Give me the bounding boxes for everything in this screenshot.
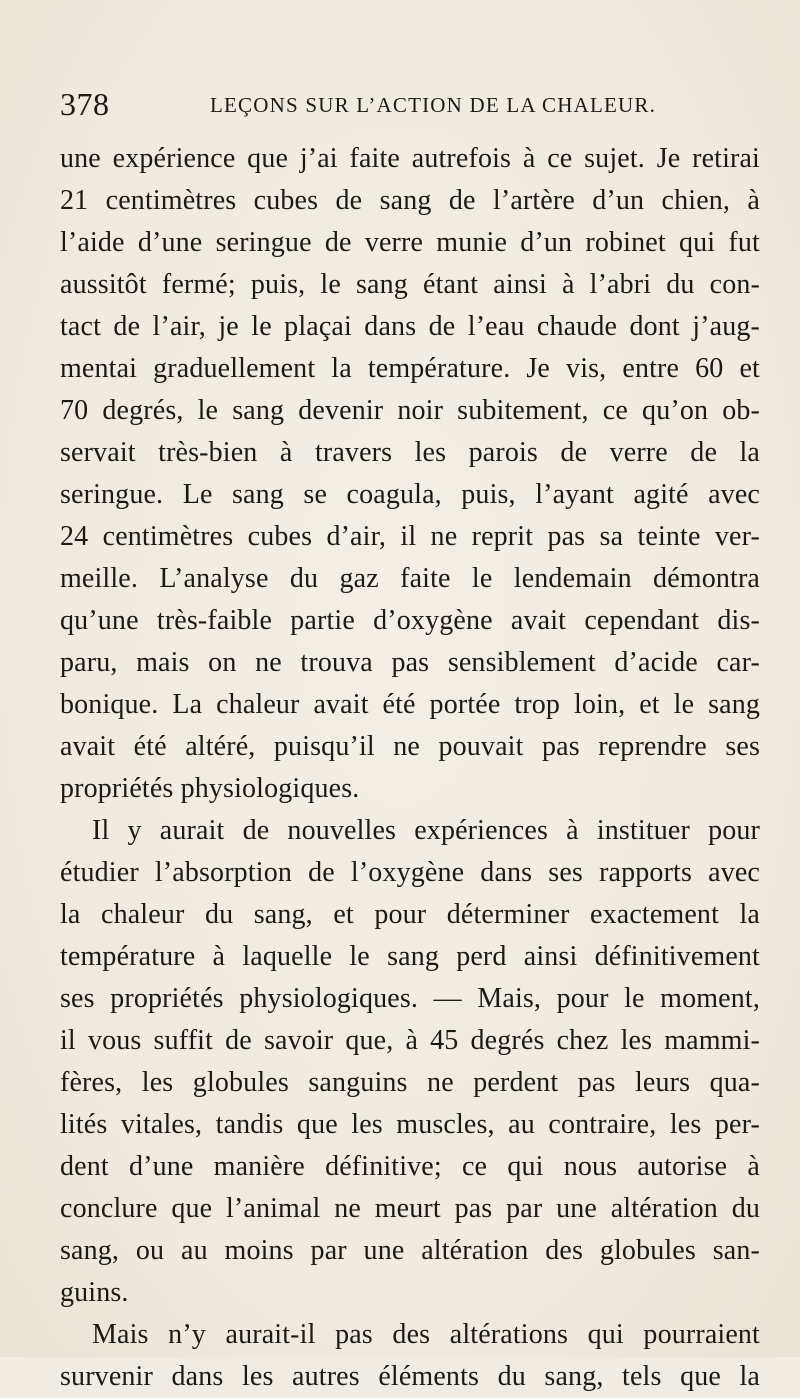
text-line: survenir dans les autres éléments du sang, tels que la <box>60 1361 760 1392</box>
text-line: il vous suffit de savoir que, à 45 degrés chez les mammi- <box>60 1025 760 1056</box>
text-line: température à laquelle le sang perd ainsi définitivement <box>60 941 760 972</box>
text-line: meille. L’analyse du gaz faite le lendemain démontra <box>60 563 760 594</box>
text-line: ses propriétés physiologiques. — Mais, pour le moment, <box>60 983 760 1014</box>
text-line: fères, les globules sanguins ne perdent pas leurs qua- <box>60 1067 760 1098</box>
text-line: seringue. Le sang se coagula, puis, l’ayant agité avec <box>60 479 760 510</box>
text-line: mentai graduellement la température. Je vis, entre 60 et <box>60 353 760 384</box>
text-line: étudier l’absorption de l’oxygène dans ses rapports avec <box>60 857 760 888</box>
text-line: paru, mais on ne trouva pas sensiblement d’acide car- <box>60 647 760 678</box>
body-text <box>60 138 760 1398</box>
text-line: 70 degrés, le sang devenir noir subitement, ce qu’on ob- <box>60 395 760 426</box>
text-line: 24 centimètres cubes d’air, il ne reprit pas sa teinte ver- <box>60 521 760 552</box>
paragraph-end-line: guins. <box>60 1277 129 1308</box>
text-line: conclure que l’animal ne meurt pas par une altération du <box>60 1193 760 1224</box>
paragraph-start-line: Il y aurait de nouvelles expériences à instituer pour <box>92 815 760 846</box>
text-line: servait très-bien à travers les parois de verre de la <box>60 437 760 468</box>
text-line: qu’une très-faible partie d’oxygène avait cependant dis- <box>60 605 760 636</box>
text-line: une expérience que j’ai faite autrefois à ce sujet. Je retirai <box>60 143 760 174</box>
text-line: sang, ou au moins par une altération des globules san- <box>60 1235 760 1266</box>
text-line: 21 centimètres cubes de sang de l’artère d’un chien, à <box>60 185 760 216</box>
text-line: aussitôt fermé; puis, le sang étant ainsi à l’abri du con- <box>60 269 760 300</box>
page-header <box>60 84 750 124</box>
running-title: LEÇONS SUR L’ACTION DE LA CHALEUR. <box>210 93 657 117</box>
text-line: l’aide d’une seringue de verre munie d’un robinet qui fut <box>60 227 760 258</box>
page-number: 378 <box>60 86 110 122</box>
text-line: lités vitales, tandis que les muscles, au contraire, les per- <box>60 1109 760 1140</box>
paragraph-start-line: Mais n’y aurait-il pas des altérations qui pourraient <box>92 1319 760 1350</box>
text-line: la chaleur du sang, et pour déterminer exactement la <box>60 899 760 930</box>
text-line: tact de l’air, je le plaçai dans de l’eau chaude dont j’aug- <box>60 311 760 342</box>
text-line: avait été altéré, puisqu’il ne pouvait pas reprendre ses <box>60 731 760 762</box>
text-line: bonique. La chaleur avait été portée trop loin, et le sang <box>60 689 760 720</box>
text-line: dent d’une manière définitive; ce qui nous autorise à <box>60 1151 760 1182</box>
paragraph-end-line: propriétés physiologiques. <box>60 773 360 804</box>
